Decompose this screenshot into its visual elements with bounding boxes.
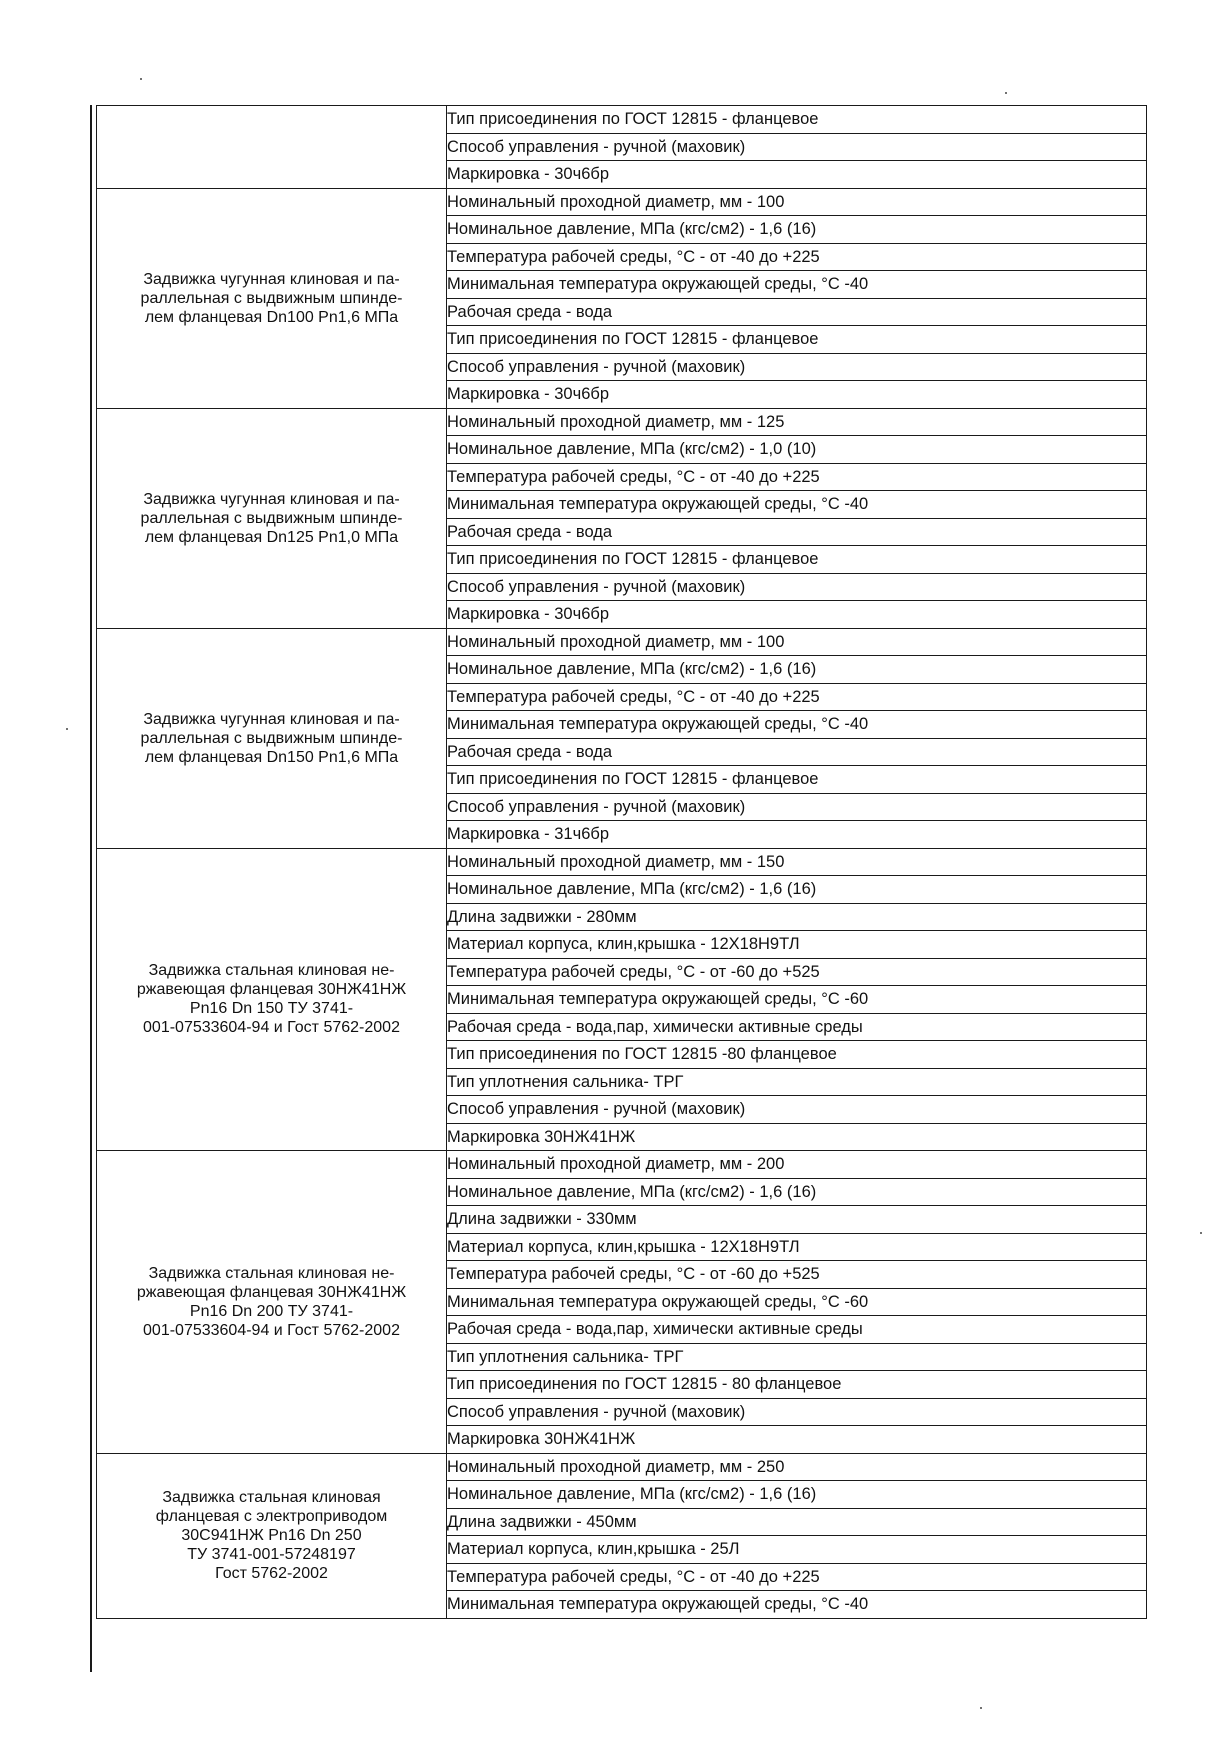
property-cell: Маркировка 30НЖ41НЖ [447,1123,1147,1151]
property-cell: Температура рабочей среды, °С - от -40 до +225 [447,683,1147,711]
property-cell: Материал корпуса, клин,крышка - 12Х18Н9ТЛ [447,931,1147,959]
property-cell: Номинальный проходной диаметр, мм - 125 [447,408,1147,436]
property-cell: Тип присоединения по ГОСТ 12815 - фланцевое [447,546,1147,574]
property-cell: Температура рабочей среды, °С - от -40 до +225 [447,243,1147,271]
property-cell: Материал корпуса, клин,крышка - 12Х18Н9ТЛ [447,1233,1147,1261]
table-row [97,1453,1147,1481]
property-cell: Способ управления - ручной (маховик) [447,1398,1147,1426]
scan-speck [1200,1232,1202,1234]
property-cell: Номинальное давление, МПа (кгс/см2) - 1,6 (16) [447,876,1147,904]
property-cell: Длина задвижки - 450мм [447,1508,1147,1536]
property-cell: Рабочая среда - вода [447,518,1147,546]
property-cell: Тип уплотнения сальника- ТРГ [447,1343,1147,1371]
property-cell: Способ управления - ручной (маховик) [447,573,1147,601]
scan-speck [140,78,142,80]
product-name-cell [97,408,447,628]
property-cell: Номинальное давление, МПа (кгс/см2) - 1,6 (16) [447,1481,1147,1509]
property-cell: Материал корпуса, клин,крышка - 25Л [447,1536,1147,1564]
property-cell: Температура рабочей среды, °С - от -40 до +225 [447,1563,1147,1591]
property-cell: Температура рабочей среды, °С - от -60 до +525 [447,1261,1147,1289]
specification-table-body [97,106,1147,1619]
property-cell: Номинальный проходной диаметр, мм - 100 [447,628,1147,656]
property-cell: Длина задвижки - 280мм [447,903,1147,931]
product-name: Задвижка чугунная клиновая и па- раллельная с выдвижным шпинде- лем фланцевая Dn150 Pn1,6 МПа [140,710,403,766]
product-name: Задвижка стальная клиновая фланцевая с электроприводом 30С941НЖ Pn16 Dn 250 ТУ 3741-001-57248197 Гост 5762-2002 [155,1489,388,1582]
property-cell: Минимальная температура окружающей среды, °С -40 [447,491,1147,519]
property-cell: Тип присоединения по ГОСТ 12815 - фланцевое [447,326,1147,354]
property-cell: Способ управления - ручной (маховик) [447,793,1147,821]
property-cell: Тип присоединения по ГОСТ 12815 - фланцевое [447,106,1147,134]
property-cell: Рабочая среда - вода,пар, химически активные среды [447,1013,1147,1041]
scan-speck [66,728,68,730]
property-cell: Минимальная температура окружающей среды, °С -40 [447,711,1147,739]
property-cell: Маркировка - 30ч6бр [447,381,1147,409]
property-cell: Тип присоединения по ГОСТ 12815 -80 фланцевое [447,1041,1147,1069]
property-cell: Тип присоединения по ГОСТ 12815 - фланцевое [447,766,1147,794]
property-cell: Номинальное давление, МПа (кгс/см2) - 1,6 (16) [447,656,1147,684]
table-row [97,188,1147,216]
property-cell: Рабочая среда - вода,пар, химически активные среды [447,1316,1147,1344]
scan-speck [980,1707,982,1709]
table-row [97,1151,1147,1179]
product-name-cell [97,1453,447,1618]
property-cell: Способ управления - ручной (маховик) [447,1096,1147,1124]
left-margin-rule [90,105,92,1672]
product-name-cell [97,1151,447,1454]
property-cell: Минимальная температура окружающей среды, °С -60 [447,986,1147,1014]
product-name-cell [97,188,447,408]
property-cell: Температура рабочей среды, °С - от -40 до +225 [447,463,1147,491]
product-name: Задвижка стальная клиновая не- ржавеющая фланцевая 30НЖ41НЖ Pn16 Dn 200 ТУ 3741- 001-07533604-94 и Гост 5762-2002 [136,1264,407,1339]
property-cell: Номинальный проходной диаметр, мм - 150 [447,848,1147,876]
property-cell: Маркировка - 30ч6бр [447,601,1147,629]
property-cell: Рабочая среда - вода [447,298,1147,326]
product-name-cell [97,628,447,848]
product-name: Задвижка стальная клиновая не- ржавеющая фланцевая 30НЖ41НЖ Pn16 Dn 150 ТУ 3741- 001-07533604-94 и Гост 5762-2002 [136,962,407,1037]
product-name-cell [97,848,447,1151]
property-cell: Минимальная температура окружающей среды, °С -60 [447,1288,1147,1316]
product-name: Задвижка чугунная клиновая и па- раллельная с выдвижным шпинде- лем фланцевая Dn100 Pn1,6 МПа [140,270,403,326]
specification-table [96,105,1147,1619]
property-cell: Номинальный проходной диаметр, мм - 100 [447,188,1147,216]
property-cell: Способ управления - ручной (маховик) [447,353,1147,381]
property-cell: Номинальное давление, МПа (кгс/см2) - 1,6 (16) [447,1178,1147,1206]
table-row [97,408,1147,436]
property-cell: Тип уплотнения сальника- ТРГ [447,1068,1147,1096]
property-cell: Номинальное давление, МПа (кгс/см2) - 1,0 (10) [447,436,1147,464]
property-cell: Тип присоединения по ГОСТ 12815 - 80 фланцевое [447,1371,1147,1399]
property-cell: Маркировка - 30ч6бр [447,161,1147,189]
property-cell: Рабочая среда - вода [447,738,1147,766]
scan-speck [1005,92,1007,94]
property-cell: Минимальная температура окружающей среды, °С -40 [447,1591,1147,1619]
property-cell: Номинальный проходной диаметр, мм - 250 [447,1453,1147,1481]
property-cell: Номинальный проходной диаметр, мм - 200 [447,1151,1147,1179]
property-cell: Маркировка - 31ч6бр [447,821,1147,849]
property-cell: Способ управления - ручной (маховик) [447,133,1147,161]
table-row [97,628,1147,656]
property-cell: Температура рабочей среды, °С - от -60 до +525 [447,958,1147,986]
table-row [97,106,1147,134]
property-cell: Номинальное давление, МПа (кгс/см2) - 1,6 (16) [447,216,1147,244]
table-row [97,848,1147,876]
property-cell: Длина задвижки - 330мм [447,1206,1147,1234]
product-name: Задвижка чугунная клиновая и па- раллельная с выдвижным шпинде- лем фланцевая Dn125 Pn1,0 МПа [140,490,403,546]
property-cell: Минимальная температура окружающей среды, °С -40 [447,271,1147,299]
product-name-cell [97,106,447,189]
property-cell: Маркировка 30НЖ41НЖ [447,1426,1147,1454]
